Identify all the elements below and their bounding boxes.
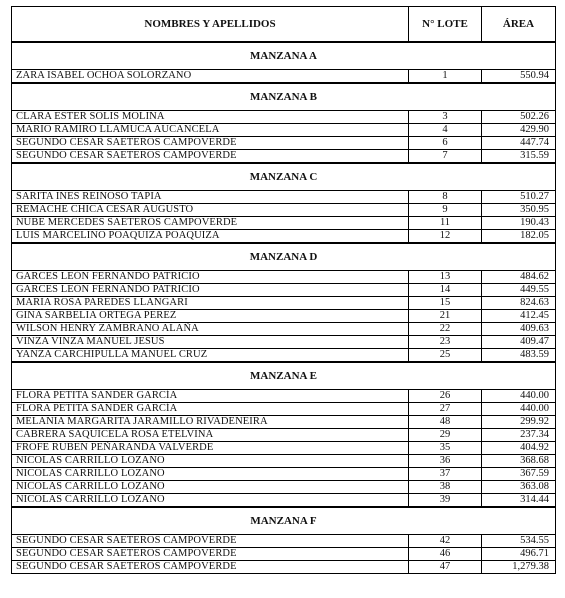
lot-number-cell: 14 [409, 284, 482, 297]
owner-name-cell: SEGUNDO CESAR SAETEROS CAMPOVERDE [12, 137, 409, 150]
table-row [12, 150, 556, 164]
table-row [12, 284, 556, 297]
area-cell: 404.92 [482, 442, 556, 455]
block-header-row [12, 362, 556, 390]
lot-number-cell: 42 [409, 535, 482, 548]
lot-number-cell: 36 [409, 455, 482, 468]
table-row [12, 124, 556, 137]
block-title: MANZANA F [12, 507, 556, 535]
owner-name-cell: ZARA ISABEL OCHOA SOLORZANO [12, 70, 409, 84]
table-row [12, 494, 556, 508]
area-cell: 447.74 [482, 137, 556, 150]
lot-number-cell: 38 [409, 481, 482, 494]
owner-name-cell: NICOLAS CARRILLO LOZANO [12, 455, 409, 468]
area-cell: 440.00 [482, 403, 556, 416]
block-header-row [12, 42, 556, 70]
lot-number-cell: 22 [409, 323, 482, 336]
table-row [12, 137, 556, 150]
area-cell: 368.68 [482, 455, 556, 468]
owner-name-cell: WILSON HENRY ZAMBRANO ALAÑA [12, 323, 409, 336]
lot-number-cell: 6 [409, 137, 482, 150]
lot-number-cell: 12 [409, 230, 482, 244]
table-row [12, 390, 556, 403]
lot-number-cell: 46 [409, 548, 482, 561]
lot-number-cell: 37 [409, 468, 482, 481]
lot-number-cell: 35 [409, 442, 482, 455]
block-title: MANZANA E [12, 362, 556, 390]
header-names: NOMBRES Y APELLIDOS [12, 7, 409, 43]
area-cell: 483.59 [482, 349, 556, 363]
block-header-row [12, 507, 556, 535]
table-row [12, 429, 556, 442]
owner-name-cell: REMACHE CHICA CESAR AUGUSTO [12, 204, 409, 217]
owner-name-cell: SEGUNDO CESAR SAETEROS CAMPOVERDE [12, 548, 409, 561]
table-row [12, 481, 556, 494]
owner-name-cell: GINA SARBELIA ORTEGA PEREZ [12, 310, 409, 323]
owner-name-cell: SEGUNDO CESAR SAETEROS CAMPOVERDE [12, 535, 409, 548]
owner-name-cell: MARIO RAMIRO LLAMUCA AUCANCELA [12, 124, 409, 137]
block-header-row [12, 163, 556, 191]
owner-name-cell: SARITA INES REINOSO TAPIA [12, 191, 409, 204]
owner-name-cell: GARCES LEÓN FERNANDO PATRICIO [12, 284, 409, 297]
area-cell: 510.27 [482, 191, 556, 204]
table-row [12, 442, 556, 455]
block-title: MANZANA A [12, 42, 556, 70]
owner-name-cell: SEGUNDO CESAR SAETEROS CAMPOVERDE [12, 150, 409, 164]
block-header-row [12, 83, 556, 111]
table-row [12, 535, 556, 548]
table-row [12, 403, 556, 416]
table-row [12, 468, 556, 481]
owner-name-cell: NICOLAS CARRILLO LOZANO [12, 494, 409, 508]
lot-number-cell: 21 [409, 310, 482, 323]
header-area: ÁREA [482, 7, 556, 43]
area-cell: 412.45 [482, 310, 556, 323]
block-title: MANZANA D [12, 243, 556, 271]
area-cell: 440.00 [482, 390, 556, 403]
owner-name-cell: VINZA VINZA MANUEL JESUS [12, 336, 409, 349]
lot-number-cell: 26 [409, 390, 482, 403]
lot-number-cell: 29 [409, 429, 482, 442]
table-row [12, 297, 556, 310]
area-cell: 502.26 [482, 111, 556, 124]
lot-number-cell: 11 [409, 217, 482, 230]
lot-number-cell: 47 [409, 561, 482, 574]
lot-number-cell: 4 [409, 124, 482, 137]
table-row [12, 271, 556, 284]
lot-number-cell: 8 [409, 191, 482, 204]
area-cell: 299.92 [482, 416, 556, 429]
table-row [12, 230, 556, 244]
area-cell: 367.59 [482, 468, 556, 481]
lot-number-cell: 27 [409, 403, 482, 416]
area-cell: 350.95 [482, 204, 556, 217]
lot-number-cell: 48 [409, 416, 482, 429]
area-cell: 824.63 [482, 297, 556, 310]
table-row [12, 204, 556, 217]
table-row [12, 191, 556, 204]
lot-number-cell: 1 [409, 70, 482, 84]
table-row [12, 323, 556, 336]
lot-number-cell: 25 [409, 349, 482, 363]
table-row [12, 349, 556, 363]
table-row [12, 416, 556, 429]
area-cell: 315.59 [482, 150, 556, 164]
table-row [12, 455, 556, 468]
area-cell: 409.63 [482, 323, 556, 336]
table-row [12, 336, 556, 349]
lot-table-document [11, 6, 556, 574]
area-cell: 237.34 [482, 429, 556, 442]
lot-number-cell: 39 [409, 494, 482, 508]
block-title: MANZANA C [12, 163, 556, 191]
lot-number-cell: 23 [409, 336, 482, 349]
area-cell: 314.44 [482, 494, 556, 508]
area-cell: 182.05 [482, 230, 556, 244]
area-cell: 449.55 [482, 284, 556, 297]
block-header-row [12, 243, 556, 271]
area-cell: 429.90 [482, 124, 556, 137]
area-cell: 190.43 [482, 217, 556, 230]
table-row [12, 310, 556, 323]
owner-name-cell: CABRERA SAQUICELA ROSA ETELVINA [12, 429, 409, 442]
table-body [12, 42, 556, 574]
area-cell: 550.94 [482, 70, 556, 84]
owner-name-cell: MARIA ROSA PAREDES LLANGARI [12, 297, 409, 310]
area-cell: 534.55 [482, 535, 556, 548]
area-cell: 409.47 [482, 336, 556, 349]
area-cell: 1,279.38 [482, 561, 556, 574]
lot-number-cell: 9 [409, 204, 482, 217]
owner-name-cell: SEGUNDO CESAR SAETEROS CAMPOVERDE [12, 561, 409, 574]
lot-number-cell: 3 [409, 111, 482, 124]
owner-name-cell: CLARA ESTER SOLIS MOLINA [12, 111, 409, 124]
lot-number-cell: 15 [409, 297, 482, 310]
table-header-row [12, 7, 556, 43]
owner-name-cell: NICOLAS CARRILLO LOZANO [12, 468, 409, 481]
owner-name-cell: YANZA CARCHIPULLA MANUEL CRUZ [12, 349, 409, 363]
table-row [12, 561, 556, 574]
block-title: MANZANA B [12, 83, 556, 111]
lot-number-cell: 13 [409, 271, 482, 284]
area-cell: 496.71 [482, 548, 556, 561]
owner-name-cell: FLORA PETITA SANDER GARCÍA [12, 390, 409, 403]
header-lot-number: N° LOTE [409, 7, 482, 43]
lot-table [11, 6, 556, 574]
area-cell: 363.08 [482, 481, 556, 494]
owner-name-cell: GARCES LEÓN FERNANDO PATRICIO [12, 271, 409, 284]
table-row [12, 548, 556, 561]
owner-name-cell: FROFE RUBEN PEÑARANDA VALVERDE [12, 442, 409, 455]
owner-name-cell: LUIS MARCELINO POAQUIZA POAQUIZA [12, 230, 409, 244]
owner-name-cell: NUBE MERCEDES SAETEROS CAMPOVERDE [12, 217, 409, 230]
table-row [12, 111, 556, 124]
table-row [12, 70, 556, 84]
owner-name-cell: MELANIA MARGARITA JARAMILLO RIVADENEIRA [12, 416, 409, 429]
lot-number-cell: 7 [409, 150, 482, 164]
area-cell: 484.62 [482, 271, 556, 284]
owner-name-cell: NICOLAS CARRILLO LOZANO [12, 481, 409, 494]
owner-name-cell: FLORA PETITA SANDER GARCÍA [12, 403, 409, 416]
table-row [12, 217, 556, 230]
